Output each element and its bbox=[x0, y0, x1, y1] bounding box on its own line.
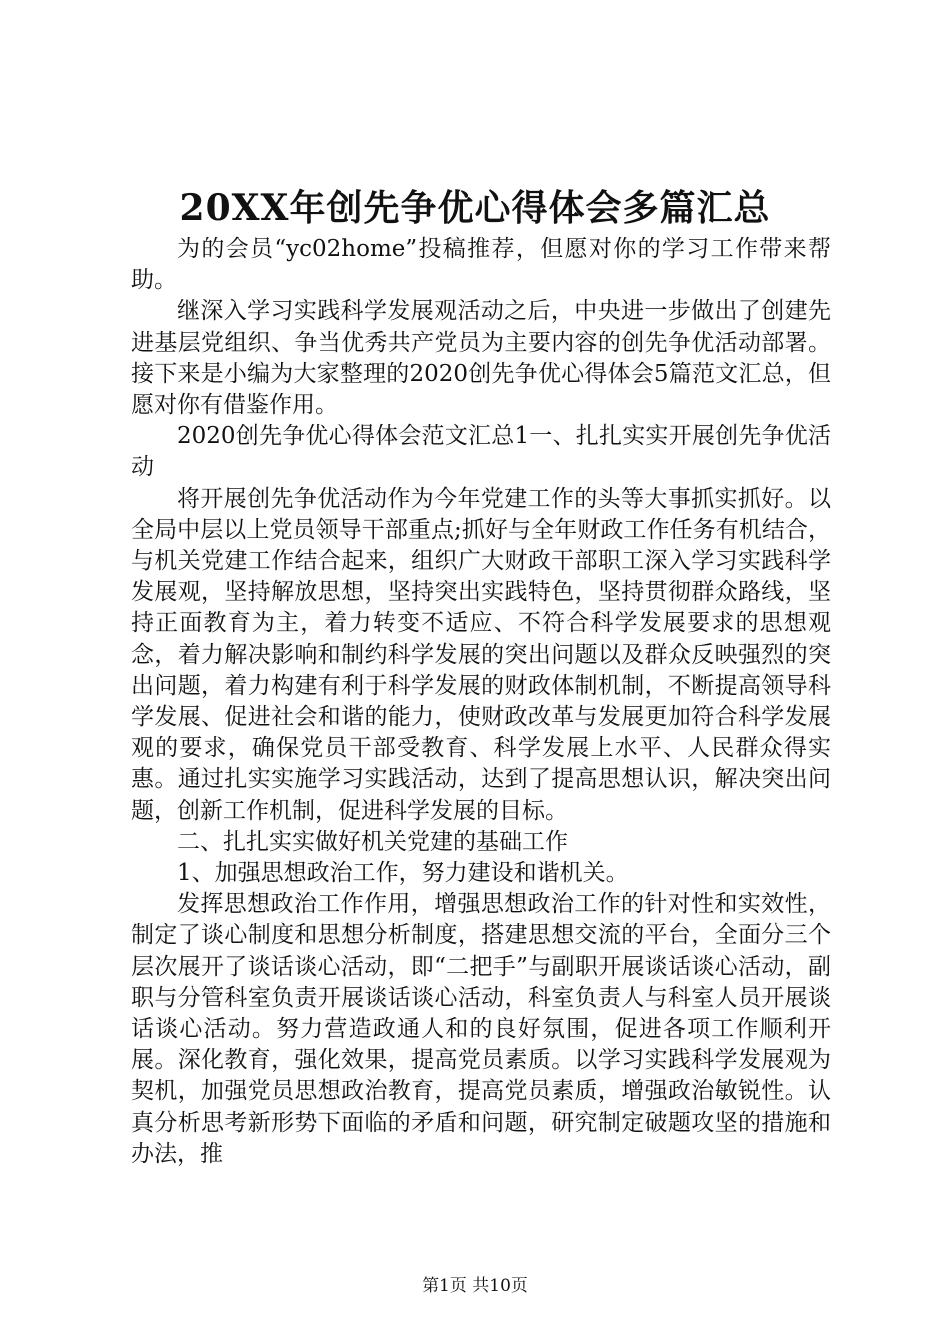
paragraph-subsection-1-body: 发挥思想政治工作作用，增强思想政治工作的针对性和实效性，制定了谈心制度和思想分析制度，搭建思想交流的平台，全面分三个层次展开了谈话谈心活动，即“二把手”与副职开展谈话谈心活动，副职与分管科室负责开展谈话谈心活动，科室负责人与科室人员开展谈话谈心活动。努力营造政通人和的良好氛围，促进各项工作顺利开展。深化教育，强化效果，提高党员素质。以学习实践科学发展观为契机，加强党员思想政治教育，提高党员素质，增强政治敏锐性。认真分析思考新形势下面临的矛盾和问题，研究制定破题攻坚的措施和办法，推 bbox=[131, 891, 831, 1167]
paragraph-intro: 为的会员“yc02home”投稿推荐，但愿对你的学习工作带来帮助。 bbox=[131, 236, 831, 294]
document-title: 20XX年创先争优心得体会多篇汇总 bbox=[179, 187, 771, 229]
paragraph-background: 继深入学习实践科学发展观活动之后，中央进一步做出了创建先进基层党组织、争当优秀共产党员为主要内容的创先争优活动部署。接下来是小编为大家整理的2020创先争优心得体会5篇范文汇总，但愿对你有借鉴作用。 bbox=[131, 298, 831, 419]
paragraph-section-1-body: 将开展创先争优活动作为今年党建工作的头等大事抓实抓好。以全局中层以上党员领导干部重点;抓好与全年财政工作任务有机结合，与机关党建工作结合起来，组织广大财政干部职工深入学习实践科学发展观，坚持解放思想，坚持突出实践特色，坚持贯彻群众路线，坚持正面教育为主，着力转变不适应、不符合科学发展要求的思想观念，着力解决影响和制约科学发展的突出问题以及群众反映强烈的突出问题，着力构建有利于科学发展的财政体制机制，不断提高领导科学发展、促进社会和谐的能力，使财政改革与发展更加符合科学发展观的要求，确保党员干部受教育、科学发展上水平、人民群众得实惠。通过扎实实施学习实践活动，达到了提高思想认识，解决突出问题，创新工作机制，促进科学发展的目标。 bbox=[131, 485, 831, 824]
document-body bbox=[131, 234, 831, 1170]
paragraph-section-1-heading: 2020创先争优心得体会范文汇总1一、扎扎实实开展创先争优活动 bbox=[131, 423, 831, 481]
paragraph-subsection-1-heading: 1、加强思想政治工作，努力建设和谐机关。 bbox=[177, 860, 629, 887]
page-footer: 第1页 共10页 bbox=[422, 1276, 528, 1296]
paragraph-section-2-heading: 二、扎扎实实做好机关党建的基础工作 bbox=[177, 828, 568, 855]
